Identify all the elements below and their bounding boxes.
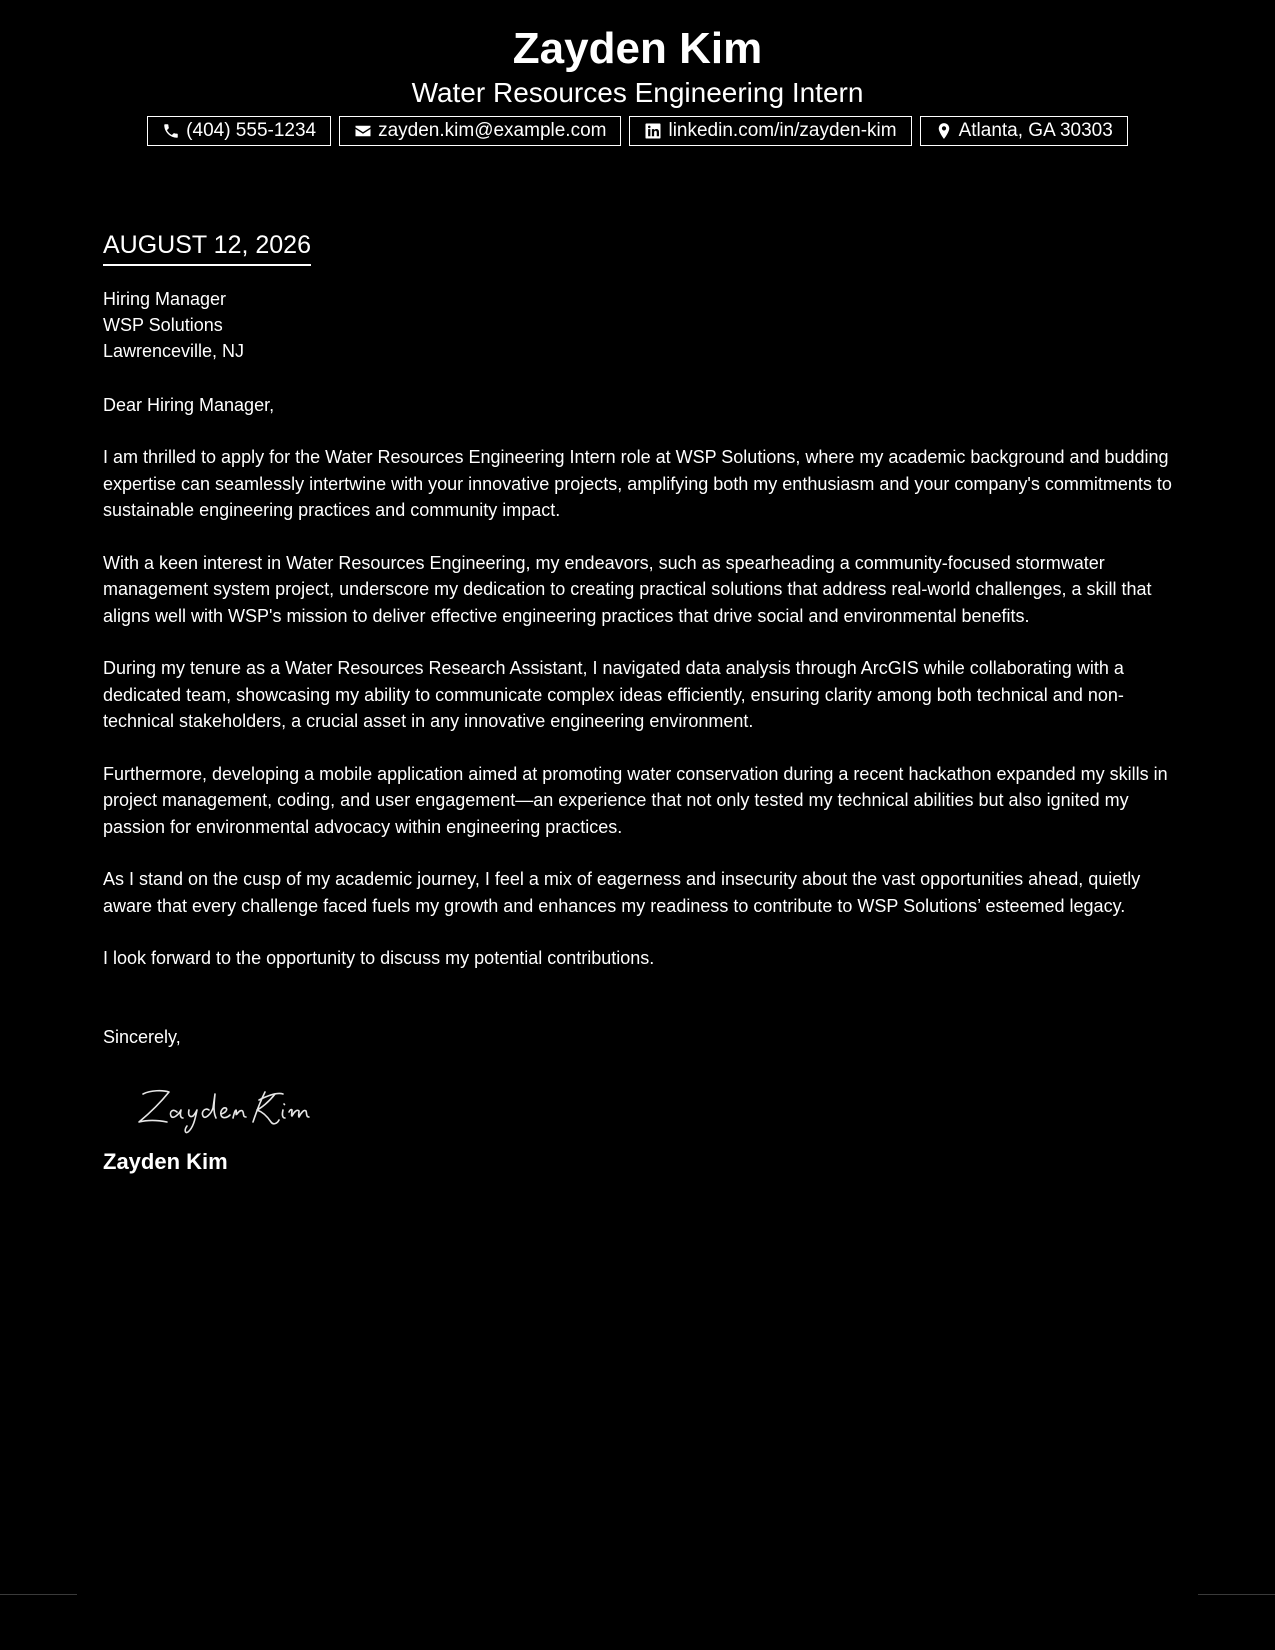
closing: Sincerely,	[103, 1026, 181, 1047]
contact-phone-text: (404) 555-1234	[186, 120, 317, 141]
contact-location[interactable]	[920, 116, 1128, 146]
body-paragraph: I am thrilled to apply for the Water Resources Engineering Intern role at WSP Solutions, where my academic background and budding expertise can seamlessly intertwine with your innovative projects, amplifying both my enthusiasm and your company's commitments to sustainable engineering practices and community impact.	[103, 447, 1172, 520]
phone-icon	[162, 122, 180, 140]
applicant-name: Zayden Kim	[512, 24, 763, 73]
contact-linkedin[interactable]	[629, 116, 911, 146]
map-pin-icon	[935, 122, 953, 140]
recipient-line: Hiring Manager	[103, 289, 227, 309]
contact-location-text: Atlanta, GA 30303	[958, 120, 1113, 141]
signed-name: Zayden Kim	[103, 1148, 228, 1174]
body-paragraph: Furthermore, developing a mobile application aimed at promoting water conservation during a recent hackathon expanded my skills in project management, coding, and user engagement—an experience that not only tested my technical abilities but also ignited my passion for environmental advocacy within engineering practices.	[103, 763, 1168, 837]
signature-image	[133, 1080, 1183, 1136]
contact-bar	[0, 116, 1275, 146]
recipient-line: WSP Solutions	[103, 315, 223, 335]
body-paragraph: I look forward to the opportunity to discuss my potential contributions.	[103, 948, 655, 968]
greeting: Dear Hiring Manager,	[103, 395, 275, 415]
footer-rule-left	[0, 1594, 77, 1595]
body-paragraph: With a keen interest in Water Resources Engineering, my endeavors, such as spearheading a community-focused stormwater management system project, underscore my dedication to creating practical solutions that address real-world challenges, a skill that aligns well with WSP's mission to deliver effective engineering practices that drive social and environmental benefits.	[103, 552, 1152, 626]
contact-email[interactable]	[339, 116, 621, 146]
letter-body	[103, 228, 1183, 1176]
body-paragraph: During my tenure as a Water Resources Research Assistant, I navigated data analysis through ArcGIS while collaborating with a dedicated team, showcasing my ability to communicate complex ideas efficiently, ensuring clarity among both technical and non-technical stakeholders, a crucial asset in any innovative engineering environment.	[103, 658, 1124, 731]
handwritten-signature	[133, 1080, 333, 1136]
linkedin-icon	[644, 122, 662, 140]
footer-rule-right	[1198, 1594, 1275, 1595]
recipient-block	[103, 286, 1183, 364]
contact-email-text: zayden.kim@example.com	[378, 120, 607, 141]
contact-linkedin-text: linkedin.com/in/zayden-kim	[668, 120, 897, 141]
body-paragraph: As I stand on the cusp of my academic journey, I feel a mix of eagerness and insecurity about the vast opportunities ahead, quietly aware that every challenge faced fuels my growth and enhances my readiness to contribute to WSP Solutions’ esteemed legacy.	[103, 869, 1141, 916]
recipient-line: Lawrenceville, NJ	[103, 341, 245, 361]
letter-header	[0, 0, 1275, 146]
contact-phone[interactable]	[147, 116, 331, 146]
envelope-icon	[354, 122, 372, 140]
applicant-title: Water Resources Engineering Intern	[411, 77, 864, 108]
letter-date: AUGUST 12, 2026	[103, 228, 311, 266]
